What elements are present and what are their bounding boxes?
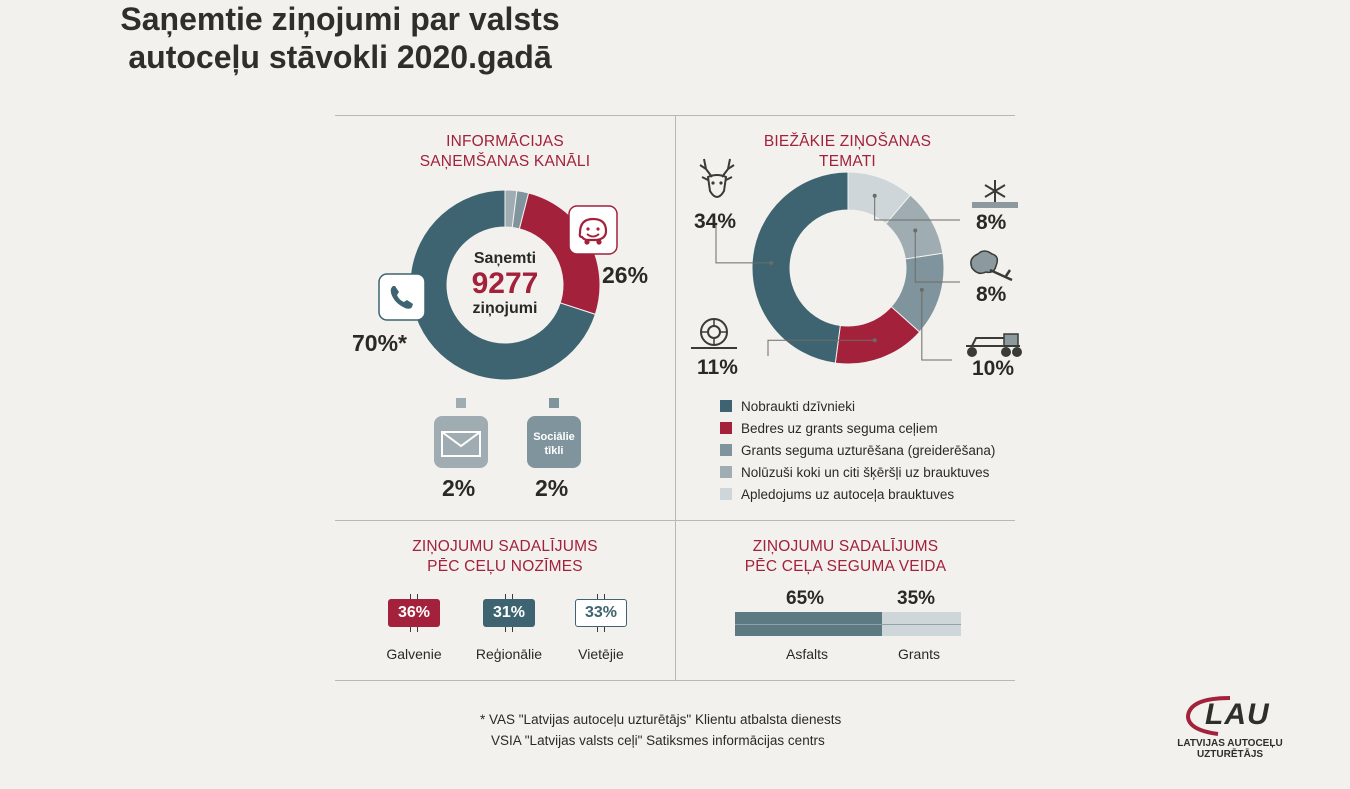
social-icon-line-2: tīkli	[544, 445, 564, 457]
importance-heading	[335, 537, 675, 577]
leader-dot	[769, 261, 773, 265]
legend-item-potholes	[720, 417, 995, 439]
gravel-label: Grants	[898, 646, 941, 662]
rule-vertical	[675, 115, 676, 680]
center-top-text: Saņemti	[473, 250, 537, 267]
center-number: 9277	[471, 267, 539, 300]
channels-heading-line-2: SAŅEMŠANAS KANĀLI	[419, 153, 591, 170]
social-network-icon	[527, 398, 581, 470]
center-bottom-text: ziņojumi	[472, 300, 538, 317]
topics-heading-line-1: BIEŽĀKIE ZIŅOŠANAS	[763, 133, 932, 150]
leader-dot	[873, 194, 877, 198]
surface-bar-centerline	[735, 624, 961, 625]
sign-local-label: Vietējie	[578, 646, 624, 662]
legend-label: Nolūzuši koki un citi šķēršļi uz brauktuves	[741, 464, 990, 480]
topic-potholes-percent: 11%	[697, 356, 738, 379]
sign-main: 36%	[388, 599, 440, 627]
topics-legend	[720, 395, 995, 505]
social-icon-text	[527, 430, 581, 458]
surface-heading-line-2: PĒC CEĻA SEGUMA VEIDA	[744, 558, 947, 575]
deer-icon	[692, 157, 742, 212]
legend-item-animals	[720, 395, 995, 417]
surface-heading-line-1: ZIŅOJUMU SADALĪJUMS	[752, 538, 939, 555]
social-icon-line-1: Sociālie	[533, 431, 575, 443]
topics-heading	[760, 132, 935, 172]
sign-regional: 31%	[483, 599, 535, 627]
lau-logo	[1150, 693, 1310, 760]
logo-mark: LAU	[1205, 698, 1270, 731]
topic-ice-percent: 8%	[976, 211, 1007, 234]
asphalt-percent: 65%	[786, 588, 825, 609]
legend-item-ice	[720, 483, 995, 505]
legend-item-grading	[720, 439, 995, 461]
page-title	[0, 0, 680, 76]
title-line-2: autoceļu stāvokli 2020.gadā	[128, 39, 552, 75]
legend-swatch	[720, 444, 732, 456]
legend-label: Nobraukti dzīvnieki	[741, 398, 856, 414]
rule-bottom	[335, 680, 1015, 681]
channels-heading	[335, 132, 675, 172]
waze-percent: 26%	[602, 262, 649, 288]
slice-animals	[752, 172, 848, 363]
asphalt-label: Asfalts	[786, 646, 829, 662]
legend-swatch	[720, 466, 732, 478]
legend-item-trees	[720, 461, 995, 483]
legend-swatch	[720, 400, 732, 412]
sign-regional-label: Reģionālie	[475, 646, 543, 662]
sign-main-label: Galvenie	[386, 646, 442, 662]
topics-heading-line-2: TEMATI	[819, 153, 876, 170]
phone-percent: 70%*	[352, 330, 407, 356]
legend-label: Bedres uz grants seguma ceļiem	[741, 420, 938, 436]
topic-grading-percent: 10%	[972, 357, 1015, 380]
footnote-line-1: * VAS "Latvijas autoceļu uzturētājs" Klientu atbalsta dienests	[480, 712, 842, 727]
title-line-1: Saņemtie ziņojumi par valsts	[120, 1, 560, 37]
topic-animals-percent: 34%	[694, 210, 737, 233]
legend-swatch	[720, 488, 732, 500]
surface-heading	[676, 537, 1015, 577]
snowflake-road-icon	[970, 178, 1020, 215]
email-percent: 2%	[442, 475, 476, 501]
wheel-pothole-icon	[689, 316, 739, 357]
leader-dot	[920, 288, 924, 292]
email-icon	[434, 398, 488, 470]
leader-dot	[873, 338, 877, 342]
phone-icon	[378, 273, 426, 321]
topic-trees-percent: 8%	[976, 283, 1007, 306]
gravel-percent: 35%	[897, 588, 936, 609]
legend-label: Apledojums uz autoceļa brauktuves	[741, 486, 955, 502]
legend-label: Grants seguma uzturēšana (greiderēšana)	[741, 442, 996, 458]
leader-dot	[913, 228, 917, 232]
footnote	[480, 709, 841, 751]
donut-center-text	[455, 250, 555, 318]
waze-icon	[568, 205, 618, 255]
sign-local: 33%	[575, 599, 627, 627]
logo-name: LATVIJAS AUTOCEĻU UZTURĒTĀJS	[1177, 738, 1283, 760]
social-percent: 2%	[535, 475, 569, 501]
footnote-line-2: VSIA "Latvijas valsts ceļi" Satiksmes informācijas centrs	[491, 733, 825, 748]
legend-swatch	[720, 422, 732, 434]
importance-heading-line-2: PĒC CEĻU NOZĪMES	[427, 558, 583, 575]
channels-heading-line-1: INFORMĀCIJAS	[446, 133, 564, 150]
importance-heading-line-1: ZIŅOJUMU SADALĪJUMS	[412, 538, 598, 555]
